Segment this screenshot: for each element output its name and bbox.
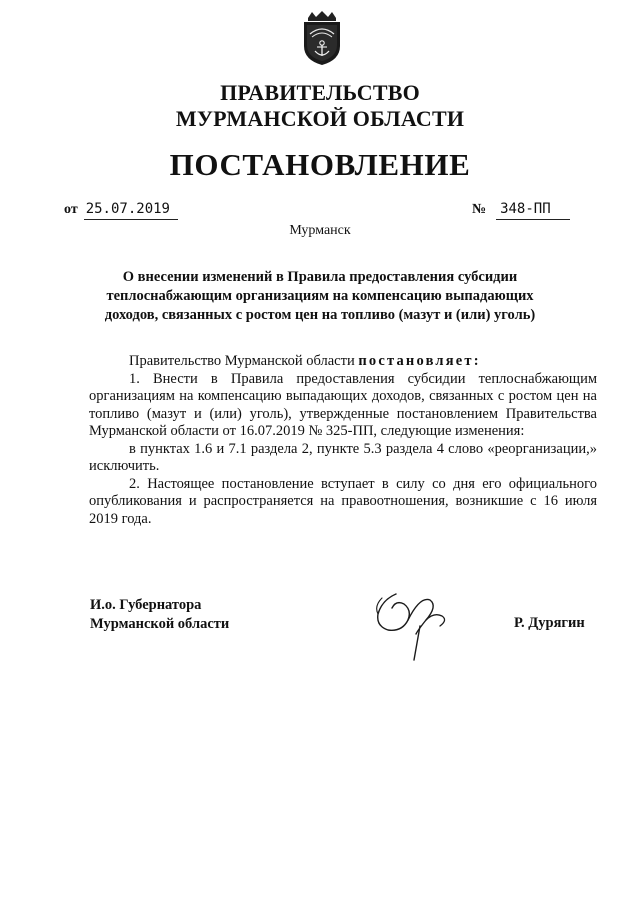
number-value: 348-ПП bbox=[496, 200, 570, 220]
intro-resolves: постановляет: bbox=[358, 353, 481, 369]
document-subject bbox=[100, 268, 540, 325]
subject-line3: доходов, связанных с ростом цен на топливо (мазут и (или) уголь) bbox=[104, 307, 536, 323]
date-prefix: от bbox=[64, 202, 78, 217]
handwritten-signature-icon bbox=[368, 586, 458, 666]
number-prefix: № bbox=[472, 202, 487, 217]
document-body bbox=[89, 353, 597, 528]
signer-name: Р. Дурягин bbox=[514, 615, 585, 631]
government-title-line1: ПРАВИТЕЛЬСТВО bbox=[220, 80, 420, 105]
date-value: 25.07.2019 bbox=[84, 200, 178, 220]
item-1-sub-paragraph: в пунктах 1.6 и 7.1 раздела 2, пункте 5.3 раздела 4 слово «реорганизации,» исключить. bbox=[89, 440, 597, 474]
city-name: Мурманск bbox=[289, 223, 351, 238]
intro-paragraph bbox=[89, 353, 597, 371]
subject-line1: О внесении изменений в Правила предоставления субсидии bbox=[122, 269, 518, 285]
government-title bbox=[0, 80, 640, 132]
signer-title-line2: Мурманской области bbox=[90, 616, 230, 632]
document-type-title: ПОСТАНОВЛЕНИЕ bbox=[169, 147, 471, 182]
date-field bbox=[64, 200, 178, 220]
murmansk-coat-of-arms-icon bbox=[300, 10, 344, 66]
signer-title bbox=[90, 596, 229, 634]
intro-text: Правительство Мурманской области bbox=[129, 353, 359, 369]
subject-line2: теплоснабжающим организациям на компенсацию выпадающих bbox=[106, 288, 534, 304]
number-field bbox=[472, 200, 570, 220]
item-2-paragraph: 2. Настоящее постановление вступает в силу со дня его официального опубликования и распространяется на правоотношения, возникшие с 16 июля 2019 года. bbox=[89, 475, 597, 527]
signer-title-line1: И.о. Губернатора bbox=[90, 597, 202, 613]
item-1-paragraph: 1. Внести в Правила предоставления субсидии теплоснабжающим организациям на компенсацию выпадающих доходов, связанных с ростом цен на топливо (мазут и (или) уголь), утвержденные постановлением Правительства Мурманской области от 16.07.2019 № 325-ПП, следующие изменения: bbox=[89, 370, 597, 439]
government-title-line2: МУРМАНСКОЙ ОБЛАСТИ bbox=[175, 106, 465, 131]
